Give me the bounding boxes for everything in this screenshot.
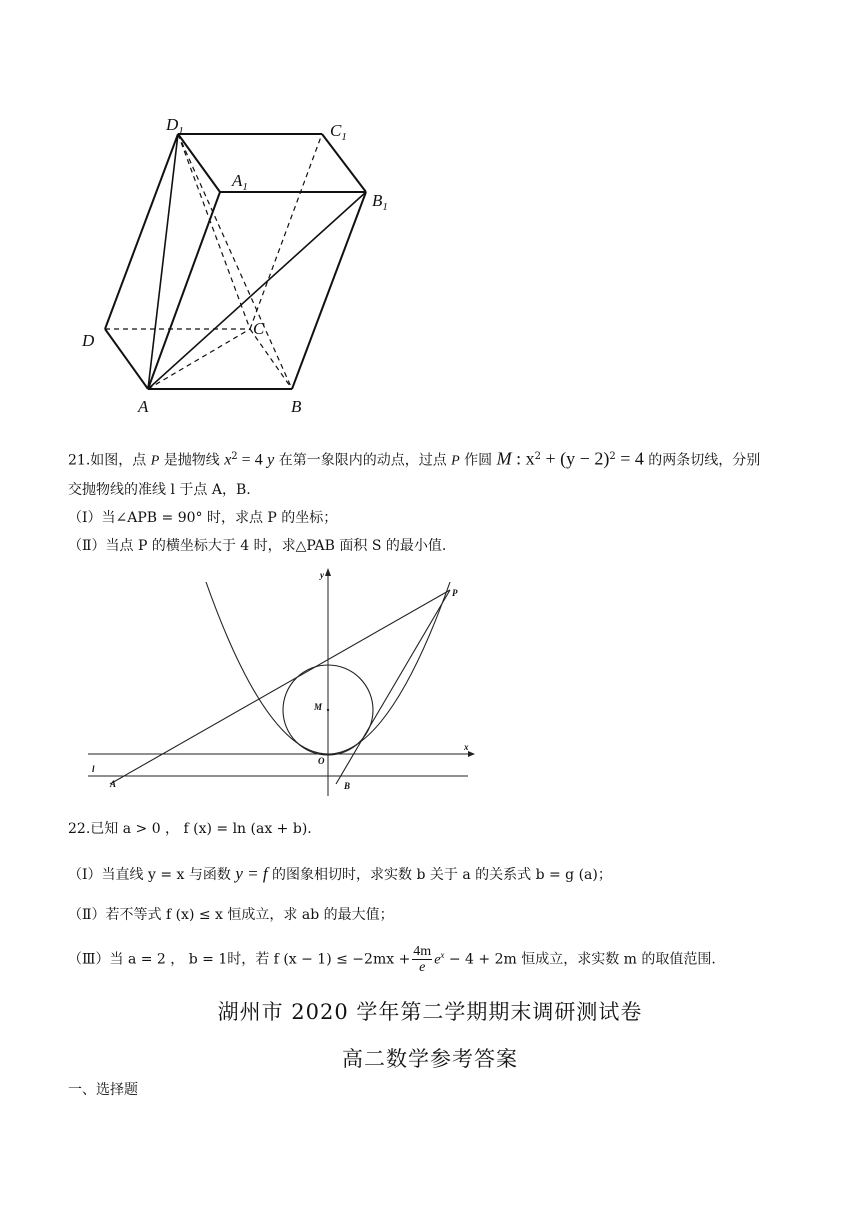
q21-stem-line1: 21.如图，点 P 是抛物线 $x^2 = 4$ y 在第一象限内的动点，过点 P 作圆 M : $x^2 + (y - 2)^2 = 4$ 的两条切线，分别 [68, 448, 761, 469]
label-b: B [291, 397, 302, 416]
graph-label-x: x [464, 742, 469, 752]
answers-section-1: 一、选择题 [68, 1082, 138, 1098]
label-a1: $A_1$ [232, 171, 248, 193]
q21-part2: （Ⅱ）当点 P 的横坐标大于 4 时，求△PAB 面积 S 的最小值. [68, 538, 447, 554]
label-d: D [82, 331, 95, 350]
answers-subtitle: 高二数学参考答案 [342, 1047, 518, 1071]
parabola-graph [84, 560, 484, 800]
graph-label-y: y [320, 570, 324, 580]
label-a: A [138, 397, 149, 416]
q22-part1: （Ⅰ）当直线 y = x 与函数 y = f 的图象相切时，求实数 b 关于 a 的关系式 b = g (a)； [68, 864, 612, 883]
q22-part3: （Ⅲ）当 a = 2 ， b = 1时，若 f (x − 1) ≤ −2mx + $\frac{4m}{e}$ $e^x - 4 + 2m$ 恒成立，求实数 m 的取值范围. [68, 944, 716, 975]
answers-title: 湖州市 2020 学年第二学期期末调研测试卷 [217, 1000, 643, 1024]
q21-part1: （Ⅰ）当∠APB = 90° 时，求点 P 的坐标； [68, 510, 338, 526]
graph-label-b: B [344, 781, 351, 791]
label-d1: $D_1$ [166, 115, 184, 137]
q22-stem: 22.已知 a > 0 ， f (x) = ln (ax + b). [68, 821, 312, 837]
graph-label-a: A [110, 779, 117, 789]
label-c: C [253, 319, 265, 338]
graph-label-l: l [92, 764, 95, 774]
q21-stem-line2: 交抛物线的准线 l 于点 A，B. [68, 482, 251, 498]
graph-label-m: M [314, 702, 323, 712]
q22-part2: （Ⅱ）若不等式 f (x) ≤ x 恒成立，求 ab 的最大值； [68, 907, 394, 923]
prism-figure [70, 108, 410, 418]
label-c1: $C_1$ [330, 121, 347, 143]
label-b1: $B_1$ [372, 191, 388, 213]
graph-label-o: O [318, 756, 325, 766]
graph-label-p: P [452, 588, 458, 598]
